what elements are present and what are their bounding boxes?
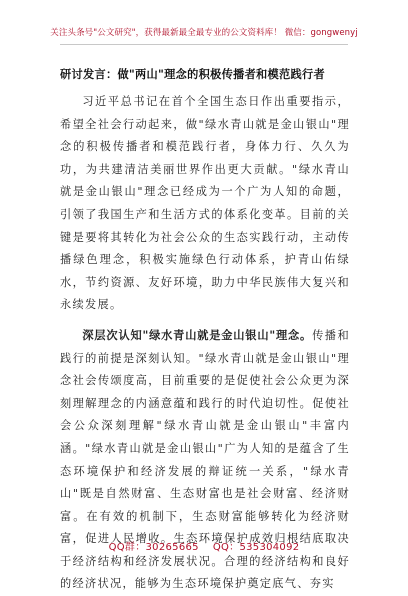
- paragraph-2-text: 传播和践行的前提是深刻认知。"绿水青山就是金山银山"理念社会传颂度高，目前重要的是促使社会公众更为深刻理解理念的内涵意蕴和践行的时代迫切性。促使社会公众深刻理解"绿水青山就是金山银山"丰富内涵。"绿水青山就是金山银山"广为人知的是蕴含了生态环境保护和经济发展的辩证统一关系，"绿水青山"既是自然财富、生态财富也是社会财富、经济财富。在有效的机制下，生态财富能够转化为经济财富，促进人民增收。生态环境保护成效归根结底取决于经济结构和经济发展状况。合理的经济结构和良好的经济状况，能够为生态环境保护奠定底气、夯实: [60, 328, 350, 591]
- footer-qq-group: QQ群：30265665: [108, 542, 199, 553]
- footer-contact: [0, 538, 408, 553]
- document-title: 研讨发言：做"两山"理念的积极传播者和模范践行者: [60, 68, 325, 81]
- paragraph-2: [60, 325, 350, 596]
- paragraph-1: 习近平总书记在首个全国生态日作出重要指示，希望全社会行动起来，做"绿水青山就是金山银山"理念的积极传播者和模范践行者，身体力行、久久为功，为共建清洁美丽世界作出更大贡献。"绿水青山就是金山银山"理念已经成为一个广为人知的命题，引领了我国生产和生活方式的体系化变革。目前的关键是要将其转化为社会公众的生态实践行动，主动传播绿色理念，积极实施绿色行动体系，护青山佑绿水，节约资源、友好环境，助力中华民族伟大复兴和永续发展。: [60, 95, 350, 312]
- document-body: [60, 91, 350, 596]
- footer-qq: QQ：535304092: [212, 542, 300, 553]
- header-banner: 关注头条号"公文研究"，获得最新最全最专业的公文资料库！ 微信：gongwenyj: [50, 28, 358, 38]
- paragraph-2-lead: 深层次认知"绿水青山就是金山银山"理念。: [82, 328, 313, 342]
- header-divider: [60, 44, 348, 45]
